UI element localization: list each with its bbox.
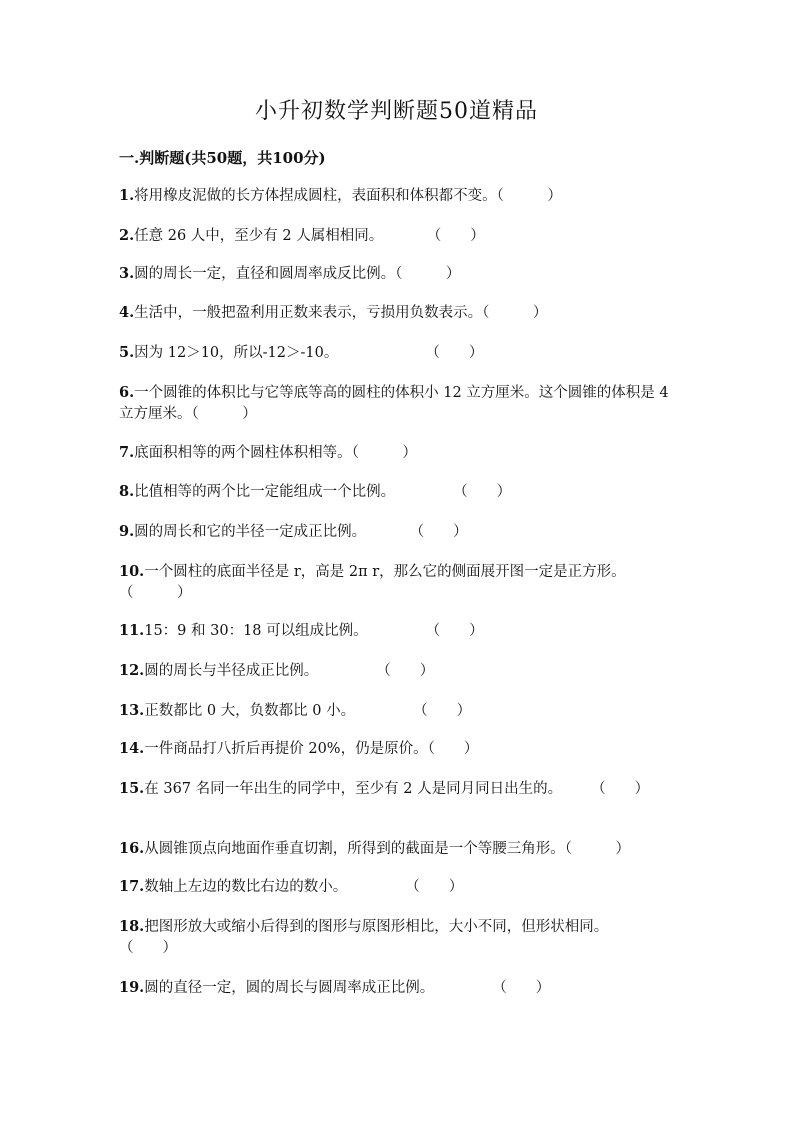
question-item: 6.一个圆锥的体积比与它等底等高的圆柱的体积小 12 立方厘米。这个圆锥的体积是 4 立方厘米。（ ） xyxy=(119,384,674,422)
question-item: 13.正数都比 0 大，负数都比 0 小。 （ ） xyxy=(119,702,472,719)
question-item: 11.15：9 和 30：18 可以组成比例。 （ ） xyxy=(119,622,484,639)
page-title: 小升初数学判断题50道精品 xyxy=(255,99,538,124)
question-item: 15.在 367 名同一年出生的同学中，至少有 2 人是同月同日出生的。 （ ） xyxy=(119,780,650,797)
question-item: 1.将用橡皮泥做的长方体捏成圆柱，表面积和体积都不变。（ ） xyxy=(119,187,562,204)
question-item: 2.任意 26 人中，至少有 2 人属相相同。 （ ） xyxy=(119,227,485,244)
question-item: 12.圆的周长与半径成正比例。 （ ） xyxy=(119,662,435,679)
question-item: 16.从圆锥顶点向地面作垂直切割，所得到的截面是一个等腰三角形。（ ） xyxy=(119,840,630,857)
question-item: 8.比值相等的两个比一定能组成一个比例。 （ ） xyxy=(119,483,512,500)
question-item: 7.底面积相等的两个圆柱体积相等。（ ） xyxy=(119,444,417,461)
question-item: 19.圆的直径一定，圆的周长与圆周率成正比例。 （ ） xyxy=(119,979,551,996)
question-item: 9.圆的周长和它的半径一定成正比例。 （ ） xyxy=(119,523,468,540)
question-item: 5.因为 12＞10，所以-12＞-10。 （ ） xyxy=(119,344,484,361)
question-item: 18.把图形放大或缩小后得到的图形与原图形相比，大小不同，但形状相同。 （ ） xyxy=(119,918,645,956)
question-item: 4.生活中，一般把盈利用正数来表示，亏损用负数表示。（ ） xyxy=(119,304,548,321)
question-item: 14.一件商品打八折后再提价 20%，仍是原价。（ ） xyxy=(119,740,479,757)
question-item: 17.数轴上左边的数比右边的数小。 （ ） xyxy=(119,878,464,895)
section-heading: 一.判断题(共50题，共100分) xyxy=(119,149,326,167)
question-item: 3.圆的周长一定，直径和圆周率成反比例。（ ） xyxy=(119,265,461,282)
question-item: 10.一个圆柱的底面半径是 r，高是 2π r，那么它的侧面展开图一定是正方形。（ ） xyxy=(119,563,626,601)
